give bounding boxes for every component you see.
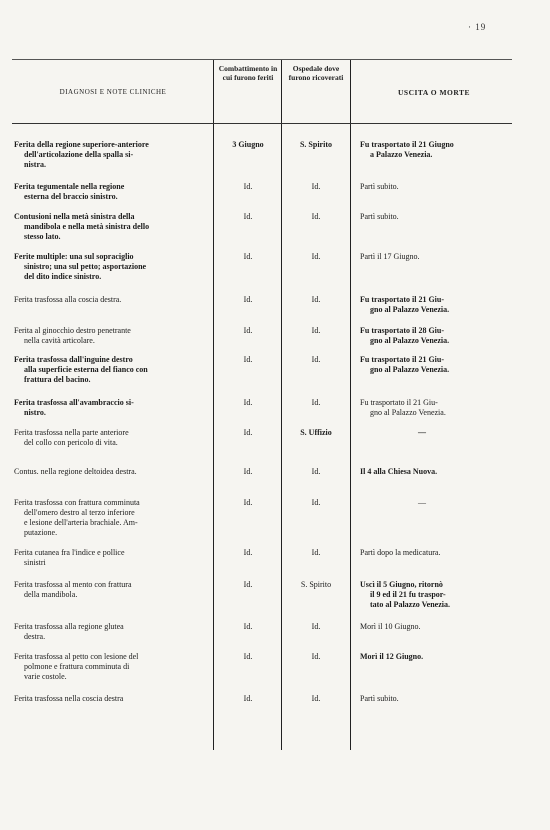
date-cell: Id. <box>243 622 253 631</box>
diagnosis-line: Ferita cutanea fra l'indice e pollice <box>14 548 125 557</box>
diagnosis-line: Ferita trasfossa dall'inguine destro <box>14 355 133 364</box>
outcome-cell <box>360 355 515 375</box>
outcome-cell <box>360 182 515 192</box>
outcome-line: Partì il 17 Giugno. <box>360 252 420 261</box>
date-cell: Id. <box>243 548 253 557</box>
diagnosis-line: alla superficie esterna del fianco con <box>24 365 148 374</box>
diagnosis-line: Ferita della regione superiore-anteriore <box>14 140 149 149</box>
place-cell: Id. <box>311 548 321 557</box>
diagnosis-line: esterna del braccio sinistro. <box>24 192 118 201</box>
outcome-cell <box>360 398 515 418</box>
column-divider <box>281 60 282 750</box>
outcome-line: gno al Palazzo Venezia. <box>370 336 450 345</box>
diagnosis-cell <box>14 694 212 704</box>
date-cell: Id. <box>243 295 253 304</box>
diagnosis-line: Contusioni nella metà sinistra della <box>14 212 135 221</box>
diagnosis-line: nistra. <box>24 160 46 169</box>
diagnosis-line: putazione. <box>24 528 58 537</box>
diagnosis-line: sinistro; una sul petto; asportazione <box>24 262 147 271</box>
outcome-line: Il 4 alla Chiesa Nuova. <box>360 467 438 476</box>
place-cell: S. Uffizio <box>300 428 332 437</box>
date-cell: Id. <box>243 428 253 437</box>
outcome-line: Fu trasportato il 28 Giu- <box>360 326 444 335</box>
diagnosis-line: del collo con pericolo di vita. <box>24 438 118 447</box>
date-cell: Id. <box>243 652 253 661</box>
outcome-line: Morì il 10 Giugno. <box>360 622 421 631</box>
place-cell: S. Spirito <box>299 140 332 149</box>
outcome-line: Morì il 12 Giugno. <box>360 652 424 661</box>
place-cell: Id. <box>311 182 321 191</box>
outcome-cell <box>360 622 515 632</box>
place-cell: Id. <box>311 622 321 631</box>
outcome-line: gno al Palazzo Venezia. <box>370 365 450 374</box>
diagnosis-line: e lesione dell'arteria brachiale. Am- <box>24 518 138 527</box>
place-cell: Id. <box>311 252 321 261</box>
date-cell: Id. <box>243 398 253 407</box>
place-cell: Id. <box>311 694 321 703</box>
header-date: Combattimento in cui furono feriti <box>218 64 278 82</box>
outcome-cell <box>360 467 515 477</box>
column-divider <box>213 60 214 750</box>
date-cell: Id. <box>243 694 253 703</box>
outcome-line: — <box>418 498 426 507</box>
outcome-cell <box>360 295 515 315</box>
date-cell: 3 Giugno <box>232 140 264 149</box>
diagnosis-cell <box>14 326 212 346</box>
date-cell: Id. <box>243 182 253 191</box>
diagnosis-line: della mandibola. <box>24 590 78 599</box>
diagnosis-line: Ferita trasfossa al mento con frattura <box>14 580 132 589</box>
outcome-line: Fu trasportato il 21 Giu- <box>360 295 444 304</box>
date-cell: Id. <box>243 355 253 364</box>
diagnosis-cell <box>14 398 212 418</box>
diagnosis-line: Contus. nella regione deltoidea destra. <box>14 467 137 476</box>
diagnosis-line: stesso lato. <box>24 232 61 241</box>
diagnosis-line: Ferita trasfossa nella parte anteriore <box>14 428 129 437</box>
outcome-line: Fu trasportato il 21 Giugno <box>360 140 454 149</box>
place-cell: Id. <box>311 398 321 407</box>
date-cell: Id. <box>243 467 253 476</box>
outcome-line: gno al Palazzo Venezia. <box>370 408 446 417</box>
outcome-line: Partì subito. <box>360 212 399 221</box>
header-outcome: USCITA O MORTE <box>397 88 471 97</box>
column-divider <box>350 60 351 750</box>
diagnosis-line: Ferita trasfossa alla coscia destra. <box>14 295 122 304</box>
diagnosis-line: Ferita tegumentale nella regione <box>14 182 125 191</box>
date-cell: Id. <box>243 326 253 335</box>
diagnosis-cell <box>14 580 212 600</box>
outcome-line: a Palazzo Venezia. <box>370 150 433 159</box>
date-cell: Id. <box>243 580 253 589</box>
date-cell: Id. <box>243 498 253 507</box>
diagnosis-cell <box>14 428 212 448</box>
diagnosis-cell <box>14 182 212 202</box>
outcome-cell <box>360 326 515 346</box>
diagnosis-line: Ferita trasfossa al petto con lesione del <box>14 652 139 661</box>
outcome-line: Partì subito. <box>360 182 399 191</box>
date-cell: Id. <box>243 252 253 261</box>
diagnosis-cell <box>14 212 212 242</box>
place-cell: S. Spirito <box>300 580 332 589</box>
diagnosis-line: dell'omero destro al terzo inferiore <box>24 508 135 517</box>
diagnosis-line: dell'articolazione della spalla si- <box>24 150 134 159</box>
place-cell: Id. <box>311 652 321 661</box>
place-cell: Id. <box>311 295 321 304</box>
diagnosis-line: nistro. <box>24 408 46 417</box>
place-cell: Id. <box>311 467 321 476</box>
diagnosis-cell <box>14 252 212 282</box>
diagnosis-line: Ferita trasfossa alla regione glutea <box>14 622 124 631</box>
header-rule <box>12 123 512 124</box>
diagnosis-cell <box>14 548 212 568</box>
diagnosis-line: Ferita al ginocchio destro penetrante <box>14 326 131 335</box>
outcome-line: — <box>418 428 426 437</box>
outcome-line: Partì dopo la medicatura. <box>360 548 441 557</box>
diagnosis-cell <box>14 140 212 170</box>
place-cell: Id. <box>311 212 321 221</box>
outcome-cell <box>360 212 515 222</box>
diagnosis-line: Ferita trasfossa all'avambraccio si- <box>14 398 134 407</box>
diagnosis-cell <box>14 355 212 385</box>
header-diagnosis: DIAGNOSI E NOTE CLINICHE <box>59 88 167 96</box>
outcome-line: Fu trasportato il 21 Giu- <box>360 355 444 364</box>
place-cell: Id. <box>311 355 321 364</box>
diagnosis-line: polmone e frattura comminuta di <box>24 662 130 671</box>
outcome-cell <box>360 252 515 262</box>
diagnosis-line: nella cavità articolare. <box>24 336 95 345</box>
page-number: · 19 <box>468 22 487 32</box>
diagnosis-cell <box>14 295 212 305</box>
outcome-cell <box>360 694 515 704</box>
diagnosis-line: Ferite multiple: una sul sopraciglio <box>14 252 134 261</box>
diagnosis-line: mandibola e nella metà sinistra dello <box>24 222 150 231</box>
outcome-cell <box>360 652 515 662</box>
diagnosis-line: sinistri <box>24 558 46 567</box>
outcome-cell <box>360 548 515 558</box>
outcome-line: Fu trasportato il 21 Giu- <box>360 398 438 407</box>
outcome-line: gno al Palazzo Venezia. <box>370 305 450 314</box>
place-cell: Id. <box>311 498 321 507</box>
table-top-rule <box>12 59 512 60</box>
date-cell: Id. <box>243 212 253 221</box>
diagnosis-cell <box>14 622 212 642</box>
diagnosis-line: Ferita trasfossa nella coscia destra <box>14 694 124 703</box>
outcome-cell <box>360 498 515 508</box>
place-cell: Id. <box>311 326 321 335</box>
diagnosis-cell <box>14 467 212 477</box>
outcome-cell <box>360 140 515 160</box>
diagnosis-cell <box>14 652 212 682</box>
diagnosis-cell <box>14 498 212 538</box>
diagnosis-line: destra. <box>24 632 46 641</box>
outcome-cell <box>360 428 515 438</box>
diagnosis-line: Ferita trasfossa con frattura comminuta <box>14 498 140 507</box>
outcome-cell <box>360 580 515 610</box>
outcome-line: Partì subito. <box>360 694 399 703</box>
diagnosis-line: del dito indice sinistro. <box>24 272 102 281</box>
header-place: Ospedale dove furono ricoverati <box>288 64 344 82</box>
diagnosis-line: frattura del bacino. <box>24 375 91 384</box>
outcome-line: il 9 ed il 21 fu traspor- <box>370 590 446 599</box>
diagnosis-line: varie costole. <box>24 672 67 681</box>
outcome-line: Uscì il 5 Giugno, ritornò <box>360 580 443 589</box>
outcome-line: tato al Palazzo Venezia. <box>370 600 450 609</box>
